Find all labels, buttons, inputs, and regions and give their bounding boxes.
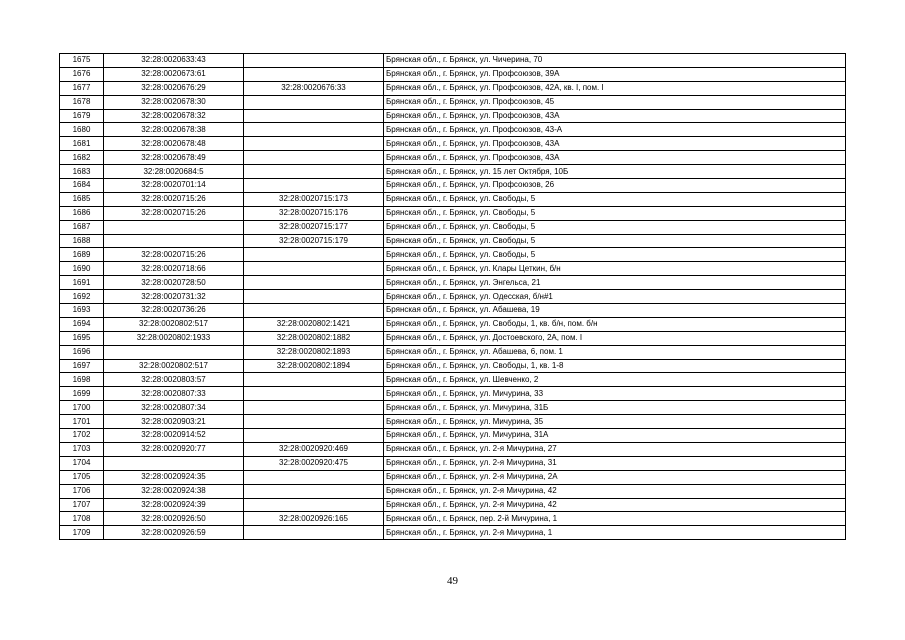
premises-cadastral-number-cell	[244, 123, 384, 137]
premises-cadastral-number-cell: 32:28:0020715:176	[244, 206, 384, 220]
table-row	[60, 54, 846, 68]
address-cell: Брянская обл., г. Брянск, ул. 2-я Мичурина, 2А	[384, 470, 846, 484]
cadastral-number-cell: 32:28:0020926:59	[104, 526, 244, 540]
cadastral-number-cell: 32:28:0020802:517	[104, 359, 244, 373]
premises-cadastral-number-cell	[244, 470, 384, 484]
premises-cadastral-number-cell	[244, 67, 384, 81]
row-number-cell: 1684	[60, 179, 104, 193]
table-row	[60, 401, 846, 415]
row-number-cell: 1709	[60, 526, 104, 540]
row-number-cell: 1701	[60, 415, 104, 429]
row-number-cell: 1703	[60, 442, 104, 456]
row-number-cell: 1690	[60, 262, 104, 276]
premises-cadastral-number-cell	[244, 137, 384, 151]
premises-cadastral-number-cell: 32:28:0020802:1893	[244, 345, 384, 359]
row-number-cell: 1704	[60, 456, 104, 470]
table-row	[60, 109, 846, 123]
address-cell: Брянская обл., г. Брянск, ул. Свободы, 5	[384, 248, 846, 262]
table-row	[60, 179, 846, 193]
cadastral-number-cell	[104, 234, 244, 248]
cadastral-number-cell: 32:28:0020633:43	[104, 54, 244, 68]
table-row	[60, 442, 846, 456]
cadastral-number-cell: 32:28:0020914:52	[104, 429, 244, 443]
row-number-cell: 1700	[60, 401, 104, 415]
premises-cadastral-number-cell	[244, 401, 384, 415]
premises-cadastral-number-cell	[244, 179, 384, 193]
cadastral-number-cell: 32:28:0020926:50	[104, 512, 244, 526]
table-row	[60, 484, 846, 498]
row-number-cell: 1697	[60, 359, 104, 373]
row-number-cell: 1677	[60, 81, 104, 95]
address-cell: Брянская обл., г. Брянск, ул. 2-я Мичурина, 1	[384, 526, 846, 540]
cadastral-number-cell: 32:28:0020678:49	[104, 151, 244, 165]
cadastral-number-cell: 32:28:0020715:26	[104, 192, 244, 206]
premises-cadastral-number-cell: 32:28:0020715:173	[244, 192, 384, 206]
address-cell: Брянская обл., г. Брянск, ул. Чичерина, 70	[384, 54, 846, 68]
cadastral-number-cell: 32:28:0020736:26	[104, 304, 244, 318]
row-number-cell: 1705	[60, 470, 104, 484]
row-number-cell: 1675	[60, 54, 104, 68]
cadastral-number-cell	[104, 220, 244, 234]
table-row	[60, 317, 846, 331]
cadastral-number-cell: 32:28:0020920:77	[104, 442, 244, 456]
row-number-cell: 1689	[60, 248, 104, 262]
address-cell: Брянская обл., г. Брянск, ул. Профсоюзов, 42А, кв. I, пом. I	[384, 81, 846, 95]
premises-cadastral-number-cell	[244, 95, 384, 109]
table-row	[60, 248, 846, 262]
row-number-cell: 1692	[60, 290, 104, 304]
cadastral-number-cell: 32:28:0020802:1933	[104, 331, 244, 345]
table-row	[60, 345, 846, 359]
address-cell: Брянская обл., г. Брянск, ул. Мичурина, 31А	[384, 429, 846, 443]
address-cell: Брянская обл., г. Брянск, ул. Абашева, 19	[384, 304, 846, 318]
address-cell: Брянская обл., г. Брянск, ул. Свободы, 1, кв. б/н, пом. б/н	[384, 317, 846, 331]
row-number-cell: 1694	[60, 317, 104, 331]
row-number-cell: 1687	[60, 220, 104, 234]
cadastral-number-cell: 32:28:0020715:26	[104, 206, 244, 220]
cadastral-number-cell: 32:28:0020678:48	[104, 137, 244, 151]
cadastral-number-cell: 32:28:0020731:32	[104, 290, 244, 304]
cadastral-number-cell: 32:28:0020924:35	[104, 470, 244, 484]
property-table	[59, 53, 846, 540]
premises-cadastral-number-cell: 32:28:0020676:33	[244, 81, 384, 95]
premises-cadastral-number-cell	[244, 415, 384, 429]
table-row	[60, 165, 846, 179]
table-row	[60, 67, 846, 81]
premises-cadastral-number-cell	[244, 498, 384, 512]
address-cell: Брянская обл., г. Брянск, ул. Профсоюзов, 26	[384, 179, 846, 193]
table-row	[60, 512, 846, 526]
premises-cadastral-number-cell	[244, 290, 384, 304]
premises-cadastral-number-cell	[244, 373, 384, 387]
cadastral-number-cell: 32:28:0020701:14	[104, 179, 244, 193]
table-row	[60, 95, 846, 109]
table-row	[60, 526, 846, 540]
cadastral-number-cell: 32:28:0020678:32	[104, 109, 244, 123]
table-row	[60, 123, 846, 137]
premises-cadastral-number-cell	[244, 276, 384, 290]
cadastral-number-cell: 32:28:0020676:29	[104, 81, 244, 95]
address-cell: Брянская обл., г. Брянск, ул. Профсоюзов, 43-А	[384, 123, 846, 137]
premises-cadastral-number-cell	[244, 248, 384, 262]
address-cell: Брянская обл., г. Брянск, ул. Мичурина, 33	[384, 387, 846, 401]
row-number-cell: 1691	[60, 276, 104, 290]
row-number-cell: 1685	[60, 192, 104, 206]
table-row	[60, 276, 846, 290]
cadastral-number-cell: 32:28:0020718:66	[104, 262, 244, 276]
row-number-cell: 1688	[60, 234, 104, 248]
address-cell: Брянская обл., г. Брянск, ул. Свободы, 5	[384, 220, 846, 234]
cadastral-number-cell: 32:28:0020924:39	[104, 498, 244, 512]
address-cell: Брянская обл., г. Брянск, ул. Профсоюзов, 43А	[384, 109, 846, 123]
table-row	[60, 206, 846, 220]
cadastral-number-cell: 32:28:0020802:517	[104, 317, 244, 331]
row-number-cell: 1683	[60, 165, 104, 179]
row-number-cell: 1699	[60, 387, 104, 401]
row-number-cell: 1695	[60, 331, 104, 345]
premises-cadastral-number-cell	[244, 262, 384, 276]
row-number-cell: 1681	[60, 137, 104, 151]
table-row	[60, 81, 846, 95]
premises-cadastral-number-cell	[244, 484, 384, 498]
address-cell: Брянская обл., г. Брянск, ул. 2-я Мичурина, 31	[384, 456, 846, 470]
premises-cadastral-number-cell	[244, 429, 384, 443]
address-cell: Брянская обл., г. Брянск, ул. 2-я Мичурина, 42	[384, 498, 846, 512]
table-row	[60, 262, 846, 276]
row-number-cell: 1698	[60, 373, 104, 387]
address-cell: Брянская обл., г. Брянск, ул. Мичурина, 35	[384, 415, 846, 429]
address-cell: Брянская обл., г. Брянск, ул. Достоевского, 2А, пом. I	[384, 331, 846, 345]
table-row	[60, 220, 846, 234]
cadastral-number-cell: 32:28:0020924:38	[104, 484, 244, 498]
table-row	[60, 331, 846, 345]
table-row	[60, 429, 846, 443]
table-row	[60, 290, 846, 304]
table-row	[60, 304, 846, 318]
table-row	[60, 359, 846, 373]
table-row	[60, 234, 846, 248]
row-number-cell: 1676	[60, 67, 104, 81]
premises-cadastral-number-cell	[244, 109, 384, 123]
row-number-cell: 1693	[60, 304, 104, 318]
cadastral-number-cell	[104, 456, 244, 470]
address-cell: Брянская обл., г. Брянск, ул. Одесская, б/н#1	[384, 290, 846, 304]
address-cell: Брянская обл., г. Брянск, ул. 15 лет Октября, 10Б	[384, 165, 846, 179]
row-number-cell: 1686	[60, 206, 104, 220]
address-cell: Брянская обл., г. Брянск, ул. Свободы, 5	[384, 234, 846, 248]
table-row	[60, 151, 846, 165]
cadastral-number-cell: 32:28:0020807:34	[104, 401, 244, 415]
row-number-cell: 1678	[60, 95, 104, 109]
cadastral-number-cell: 32:28:0020903:21	[104, 415, 244, 429]
address-cell: Брянская обл., г. Брянск, ул. 2-я Мичурина, 42	[384, 484, 846, 498]
table-row	[60, 498, 846, 512]
address-cell: Брянская обл., г. Брянск, ул. 2-я Мичурина, 27	[384, 442, 846, 456]
premises-cadastral-number-cell: 32:28:0020802:1421	[244, 317, 384, 331]
row-number-cell: 1696	[60, 345, 104, 359]
premises-cadastral-number-cell: 32:28:0020802:1894	[244, 359, 384, 373]
premises-cadastral-number-cell	[244, 165, 384, 179]
table-row	[60, 387, 846, 401]
property-table-body	[60, 54, 846, 540]
row-number-cell: 1708	[60, 512, 104, 526]
cadastral-number-cell	[104, 345, 244, 359]
premises-cadastral-number-cell: 32:28:0020920:469	[244, 442, 384, 456]
row-number-cell: 1682	[60, 151, 104, 165]
address-cell: Брянская обл., г. Брянск, ул. Профсоюзов, 43А	[384, 151, 846, 165]
table-row	[60, 456, 846, 470]
address-cell: Брянская обл., г. Брянск, ул. Профсоюзов, 45	[384, 95, 846, 109]
premises-cadastral-number-cell	[244, 304, 384, 318]
premises-cadastral-number-cell: 32:28:0020926:165	[244, 512, 384, 526]
cadastral-number-cell: 32:28:0020678:38	[104, 123, 244, 137]
cadastral-number-cell: 32:28:0020803:57	[104, 373, 244, 387]
cadastral-number-cell: 32:28:0020678:30	[104, 95, 244, 109]
table-row	[60, 137, 846, 151]
address-cell: Брянская обл., г. Брянск, ул. Свободы, 1, кв. 1-8	[384, 359, 846, 373]
premises-cadastral-number-cell: 32:28:0020715:179	[244, 234, 384, 248]
address-cell: Брянская обл., г. Брянск, ул. Абашева, 6, пом. 1	[384, 345, 846, 359]
premises-cadastral-number-cell	[244, 526, 384, 540]
address-cell: Брянская обл., г. Брянск, ул. Свободы, 5	[384, 192, 846, 206]
row-number-cell: 1707	[60, 498, 104, 512]
address-cell: Брянская обл., г. Брянск, пер. 2-й Мичурина, 1	[384, 512, 846, 526]
cadastral-number-cell: 32:28:0020673:61	[104, 67, 244, 81]
address-cell: Брянская обл., г. Брянск, ул. Мичурина, 31Б	[384, 401, 846, 415]
row-number-cell: 1679	[60, 109, 104, 123]
premises-cadastral-number-cell	[244, 54, 384, 68]
address-cell: Брянская обл., г. Брянск, ул. Профсоюзов, 43А	[384, 137, 846, 151]
page-number: 49	[447, 575, 458, 587]
table-row	[60, 415, 846, 429]
cadastral-number-cell: 32:28:0020807:33	[104, 387, 244, 401]
cadastral-number-cell: 32:28:0020684:5	[104, 165, 244, 179]
address-cell: Брянская обл., г. Брянск, ул. Энгельса, 21	[384, 276, 846, 290]
premises-cadastral-number-cell	[244, 387, 384, 401]
row-number-cell: 1702	[60, 429, 104, 443]
cadastral-number-cell: 32:28:0020728:50	[104, 276, 244, 290]
premises-cadastral-number-cell	[244, 151, 384, 165]
row-number-cell: 1680	[60, 123, 104, 137]
row-number-cell: 1706	[60, 484, 104, 498]
premises-cadastral-number-cell: 32:28:0020920:475	[244, 456, 384, 470]
premises-cadastral-number-cell: 32:28:0020715:177	[244, 220, 384, 234]
table-row	[60, 470, 846, 484]
premises-cadastral-number-cell: 32:28:0020802:1882	[244, 331, 384, 345]
address-cell: Брянская обл., г. Брянск, ул. Свободы, 5	[384, 206, 846, 220]
address-cell: Брянская обл., г. Брянск, ул. Профсоюзов, 39А	[384, 67, 846, 81]
address-cell: Брянская обл., г. Брянск, ул. Шевченко, 2	[384, 373, 846, 387]
cadastral-number-cell: 32:28:0020715:26	[104, 248, 244, 262]
address-cell: Брянская обл., г. Брянск, ул. Клары Цеткин, б/н	[384, 262, 846, 276]
table-row	[60, 192, 846, 206]
table-row	[60, 373, 846, 387]
